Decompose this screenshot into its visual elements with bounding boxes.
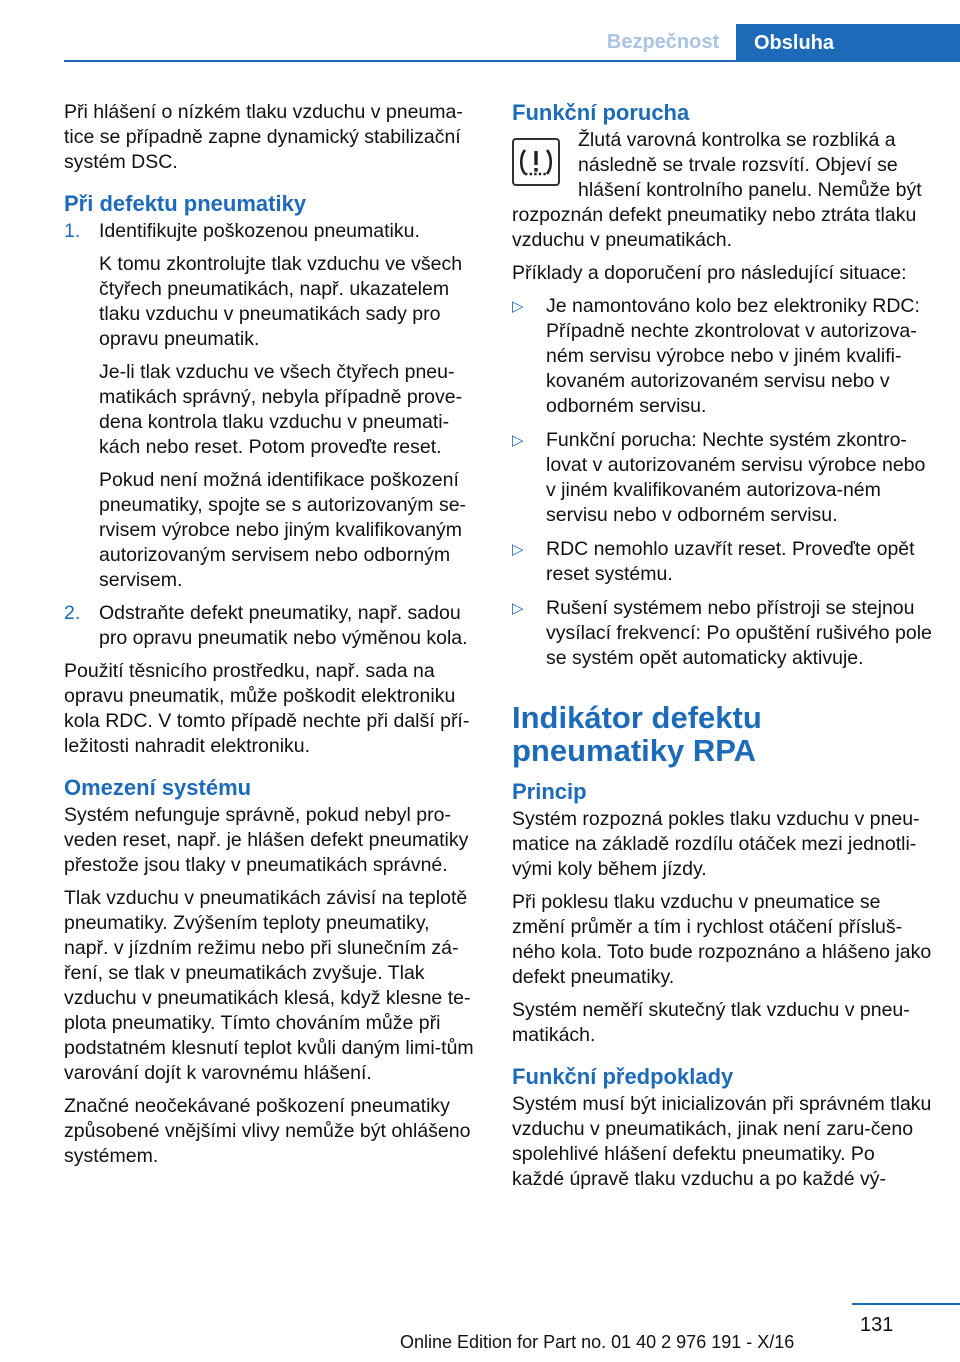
examples-list xyxy=(512,294,932,671)
step-paragraph: Je-li tlak vzduchu ve všech čtyřech pneu‐matikách správný, nebyla případně prove‐dena kontrola tlaku vzduchu v pneumati‐kách nebo reset. Potom proveďte reset. xyxy=(99,361,463,458)
rpa-heading: Indikátor defektu pneumatiky RPA xyxy=(512,700,762,768)
list-item-text: Funkční porucha: Nechte systém zkontro‐lovat v autorizovaném servisu výrobce nebo v jiném kvalifikovaném autorizova‐ném servisu nebo v odborném servisu. xyxy=(546,429,926,526)
section-tab-obsluha[interactable]: Obsluha xyxy=(736,24,960,62)
step-paragraph: Odstraňte defekt pneumatiky, např. sadou pro opravu pneumatik nebo výměnou kola. xyxy=(99,602,468,649)
bullet-triangle-icon: ▷ xyxy=(512,541,524,558)
defect-steps xyxy=(64,219,478,651)
step-number: 1. xyxy=(64,220,81,242)
list-item-text: Je namontováno kolo bez elektroniky RDC: Případně nechte zkontrolovat v autorizova‐ném servisu výrobce nebo v jiném kvalifi‐kovaném autorizovaném servisu nebo v odborném servisu. xyxy=(546,295,920,417)
malfunction-block xyxy=(512,128,932,253)
prerequisites-heading: Funkční předpoklady xyxy=(512,1064,734,1089)
left-column xyxy=(64,100,478,1177)
right-column xyxy=(512,100,932,1200)
step-paragraph: Identifikujte poškozenou pneumatiku. xyxy=(99,220,420,242)
principle-paragraph: Při poklesu tlaku vzduchu v pneumatice se změní průměr a tím i rychlost otáčení přísluš‐ného kola. Toto bude rozpoznáno a hlášeno jako defekt pneumatiky. xyxy=(512,891,932,988)
limits-paragraph: Značné neočekávané poškození pneumatiky způsobené vnějšími vlivy nemůže být ohlášeno systémem. xyxy=(64,1095,471,1167)
prerequisites-paragraph: Systém musí být inicializován při správném tlaku vzduchu v pneumatikách, jinak není zaru‐čeno spolehlivé hlášení defektu pneumatiky. Po každé úpravě tlaku vzduchu a po každé vý‐ xyxy=(512,1093,932,1190)
limits-heading: Omezení systému xyxy=(64,775,252,800)
principle-heading: Princip xyxy=(512,779,587,804)
bullet-triangle-icon: ▷ xyxy=(512,298,524,315)
step-number: 2. xyxy=(64,602,81,624)
sealant-note: Použití těsnicího prostředku, např. sada na opravu pneumatik, může poškodit elektroniku kola RDC. V tomto případě nechte při další pří‐ležitosti nahradit elektroniku. xyxy=(64,660,470,757)
tire-pressure-warning-icon xyxy=(512,138,560,186)
malfunction-heading: Funkční porucha xyxy=(512,100,690,125)
intro-paragraph: Při hlášení o nízkém tlaku vzduchu v pneuma‐tice se případně zapne dynamický stabilizační systém DSC. xyxy=(64,101,463,173)
step-paragraph: Pokud není možná identifikace poškození pneumatiky, spojte se s autorizovaným se‐rvisem výrobce nebo jiným kvalifikovaným autorizovaným servisem nebo odborným servisem. xyxy=(99,469,467,591)
list-item-text: Rušení systémem nebo přístroji se stejnou vysílací frekvencí: Po opuštění rušivého pole se systém opět automaticky aktivuje. xyxy=(546,597,932,669)
step-item xyxy=(64,601,478,651)
principle-paragraph: Systém neměří skutečný tlak vzduchu v pneu‐matikách. xyxy=(512,999,910,1046)
limits-paragraph: Tlak vzduchu v pneumatikách závisí na teplotě pneumatiky. Zvýšením teploty pneumatiky, např. v jízdním režimu nebo při slunečním zá‐ření, se tlak v pneumatikách zvyšuje. Tlak vzduchu v pneumatikách klesá, když klesne te‐plota pneumatiky. Tímto chováním může při podstatném klesnutí teplot kvůli daným limi‐tům varování dojít k varovnému hlášení. xyxy=(64,887,474,1084)
header-rule xyxy=(64,60,960,62)
list-item-text: RDC nemohlo uzavřít reset. Proveďte opět reset systému. xyxy=(546,538,915,585)
bullet-triangle-icon: ▷ xyxy=(512,600,524,617)
step-paragraph: K tomu zkontrolujte tlak vzduchu ve všech čtyřech pneumatikách, např. ukazatelem tlaku vzduchu v pneumatikách sady pro opravu pneumatik. xyxy=(99,253,463,350)
list-item xyxy=(512,537,932,587)
bullet-triangle-icon: ▷ xyxy=(512,432,524,449)
footer-rule xyxy=(852,1303,960,1305)
defect-heading: Při defektu pneumatiky xyxy=(64,191,307,216)
malfunction-text: Žlutá varovná kontrolka se rozbliká a následně se trvale rozsvítí. Objeví se hlášení kontrolního panelu. Nemůže být rozpoznán defekt pneumatiky nebo ztráta tlaku vzduchu v pneumatikách. xyxy=(512,129,922,251)
limits-paragraph: Systém nefunguje správně, pokud nebyl pro‐veden reset, např. je hlášen defekt pneumatiky přestože jsou tlaky v pneumatikách správné. xyxy=(64,804,469,876)
edition-label: Online Edition for Part no. 01 40 2 976 191 - X/16 xyxy=(400,1332,795,1352)
examples-intro: Příklady a doporučení pro následující situace: xyxy=(512,262,907,284)
list-item xyxy=(512,294,932,419)
list-item xyxy=(512,428,932,528)
list-item xyxy=(512,596,932,671)
page-number: 131 xyxy=(860,1314,894,1336)
section-tab-bezpecnost[interactable]: Bezpečnost xyxy=(606,31,720,53)
step-item xyxy=(64,219,478,593)
principle-paragraph: Systém rozpozná pokles tlaku vzduchu v pneu‐matice na základě rozdílu otáček mezi jednotli‐vými koly během jízdy. xyxy=(512,808,920,880)
